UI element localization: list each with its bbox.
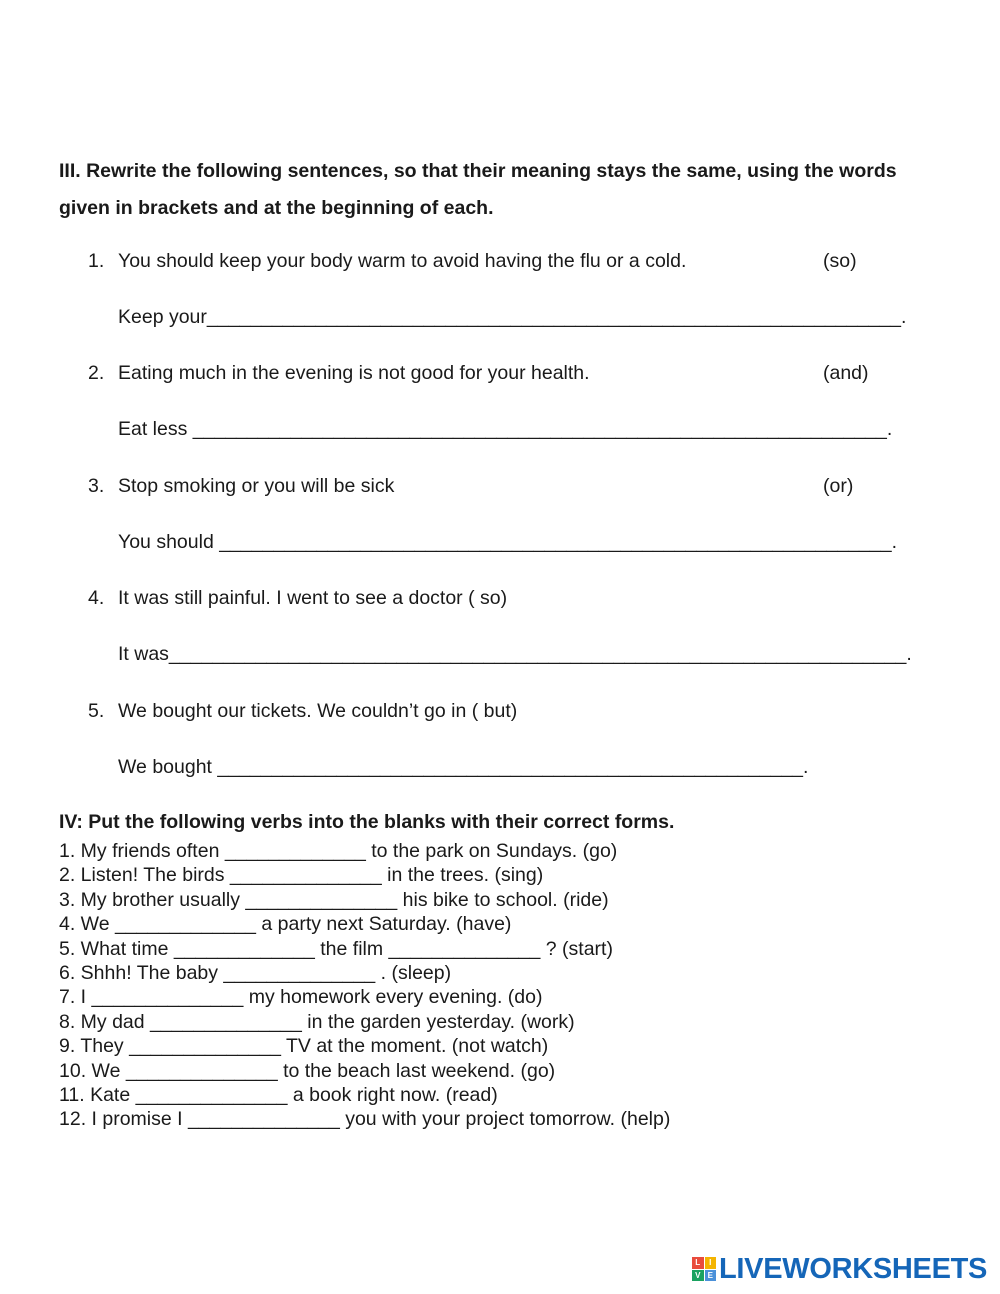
section-3-heading: III. Rewrite the following sentences, so that their meaning stays the same, using the words given in brackets and at the beginning of each. [59,160,897,219]
question-text: We bought our tickets. We couldn’t go in ( but) [118,700,518,722]
verb-exercise-line[interactable]: 12. I promise I ______________ you with your project tomorrow. (help) [59,1108,671,1131]
question-number: 2. [88,362,105,384]
verb-exercise-line[interactable]: 9. They ______________ TV at the moment. (not watch) [59,1035,549,1058]
verb-exercise-line[interactable]: 1. My friends often _____________ to the park on Sundays. (go) [59,840,618,862]
rewrite-answer-line-4[interactable]: It was____________________________________________________________________. [118,643,912,665]
logo-mark-letter: V [692,1270,704,1282]
verb-exercise-line[interactable]: 10. We ______________ to the beach last weekend. (go) [59,1059,556,1082]
verb-exercise-line[interactable]: 6. Shhh! The baby ______________ . (sleep) [59,961,452,984]
question-text: It was still painful. I went to see a doctor ( so) [118,587,508,609]
question-text: Eating much in the evening is not good for your health. [118,362,590,384]
question-number: 3. [88,475,105,497]
verb-exercise-line[interactable]: 4. We _____________ a party next Saturday. (have) [59,913,512,936]
question-number: 4. [88,587,105,609]
question-hint: (or) [823,475,854,497]
question-number: 5. [88,700,105,722]
verb-exercise-list [59,839,670,1132]
logo-text: LIVEWORKSHEETS [719,1252,988,1285]
verb-exercise-line[interactable]: 2. Listen! The birds ______________ in the trees. (sing) [59,864,544,887]
logo-mark-icon [692,1257,716,1281]
rewrite-answer-line-2[interactable]: Eat less ________________________________________________________________. [118,418,893,440]
verb-exercise-line[interactable]: 8. My dad ______________ in the garden yesterday. (work) [59,1010,575,1033]
rewrite-answer-line-3[interactable]: You should ______________________________________________________________. [118,531,898,553]
verb-exercise-line[interactable]: 3. My brother usually ______________ his bike to school. (ride) [59,888,609,911]
section-4-heading: IV: Put the following verbs into the blanks with their correct forms. [59,811,675,833]
verb-exercise-line[interactable]: 7. I ______________ my homework every evening. (do) [59,986,543,1009]
liveworksheets-logo [692,1252,987,1286]
verb-exercise-line[interactable]: 11. Kate ______________ a book right now. (read) [59,1083,498,1106]
question-text: You should keep your body warm to avoid having the flu or a cold. [118,250,687,272]
question-hint: (so) [823,250,857,272]
verb-exercise-line[interactable]: 5. What time _____________ the film ______________ ? (start) [59,937,613,960]
question-hint: (and) [823,362,869,384]
question-text: Stop smoking or you will be sick [118,475,395,497]
question-number: 1. [88,250,105,272]
logo-mark-letter: L [692,1257,704,1269]
logo-mark-letter: E [705,1270,717,1282]
rewrite-answer-line-1[interactable]: Keep your________________________________________________________________. [118,306,907,328]
logo-mark-letter: I [705,1257,717,1269]
rewrite-answer-line-5[interactable]: We bought ______________________________________________________. [118,756,809,778]
